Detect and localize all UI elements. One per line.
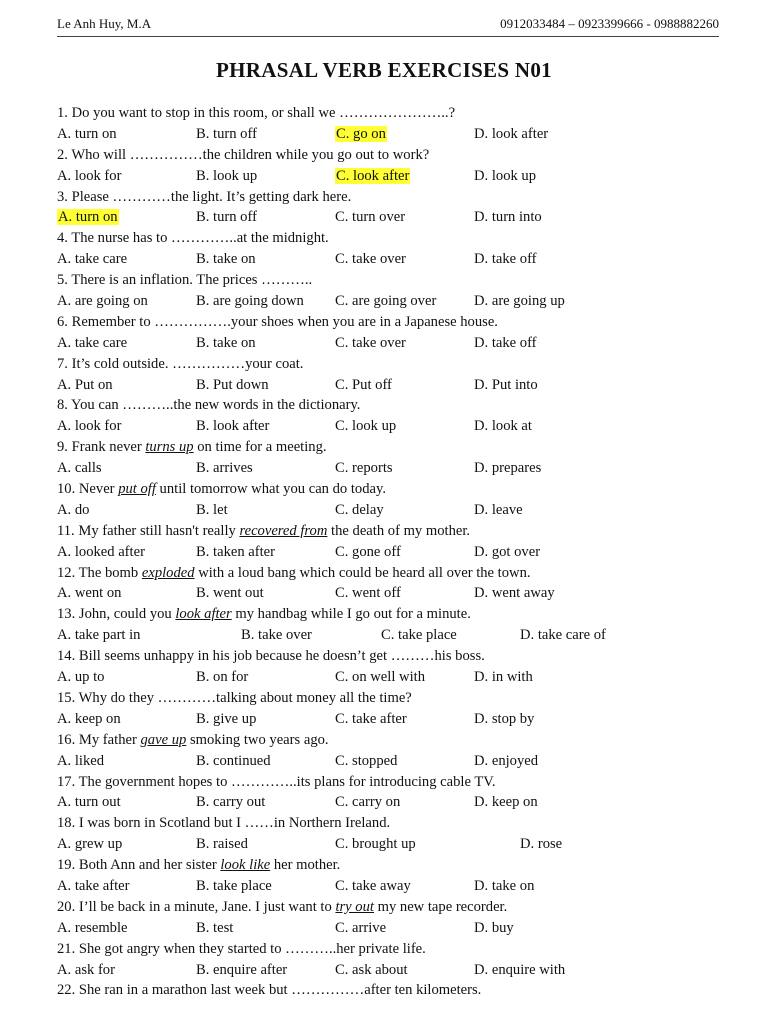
option-text: B. went out — [196, 585, 264, 602]
stem-text: my handbag while I go out for a minute. — [231, 606, 471, 623]
option-text: A. turn on — [57, 125, 117, 142]
option-text: D. take off — [474, 334, 537, 351]
stem-text: 21. She got angry when they started to ………..her private life. — [57, 940, 426, 957]
option-text: D. enquire with — [474, 961, 566, 978]
option-b — [196, 792, 265, 813]
option-c — [335, 667, 425, 688]
option-b — [196, 876, 272, 897]
option-b — [196, 166, 257, 187]
question-stem — [57, 437, 747, 458]
option-d — [474, 166, 536, 187]
option-text: A. take care — [57, 334, 128, 351]
option-a — [57, 458, 102, 479]
option-text: C. take over — [335, 334, 406, 351]
option-c — [335, 207, 405, 228]
option-text: A. turn out — [57, 794, 121, 811]
option-b — [196, 583, 264, 604]
stem-text: 8. You can ………..the new words in the dictionary. — [57, 397, 361, 414]
option-text: C. on well with — [335, 669, 425, 686]
question-stem — [57, 312, 747, 333]
option-text: B. give up — [196, 710, 257, 727]
option-c — [335, 709, 407, 730]
option-text: B. raised — [196, 836, 248, 853]
stem-text: 20. I’ll be back in a minute, Jane. I just want to — [57, 898, 336, 915]
stem-text: 7. It’s cold outside. ……………your coat. — [57, 355, 304, 372]
author-name: Le Anh Huy, M.A — [57, 16, 152, 31]
question-stem — [57, 354, 747, 375]
option-text: B. take on — [196, 251, 256, 268]
stem-text: 12. The bomb — [57, 564, 142, 581]
option-text: D. are going up — [474, 293, 565, 310]
option-text: A. resemble — [57, 919, 128, 936]
option-c — [335, 291, 436, 312]
options-row — [57, 249, 747, 270]
underlined-phrase: recovered from — [239, 522, 328, 539]
option-c — [335, 583, 401, 604]
option-text: A. went on — [57, 585, 122, 602]
options-row — [57, 918, 747, 939]
options-row — [57, 124, 747, 145]
option-a — [57, 709, 121, 730]
option-text: B. on for — [196, 669, 249, 686]
option-d — [474, 709, 534, 730]
option-d — [474, 667, 533, 688]
option-text: A. calls — [57, 460, 102, 477]
option-text: B. test — [196, 919, 234, 936]
option-c — [335, 918, 386, 939]
stem-text: my new tape recorder. — [373, 898, 508, 915]
question-stem — [57, 563, 747, 584]
option-b — [196, 751, 271, 772]
option-d — [474, 500, 523, 521]
option-d — [474, 583, 555, 604]
option-text: A. keep on — [57, 710, 121, 727]
option-d — [474, 416, 532, 437]
option-text: A. looked after — [57, 543, 145, 560]
option-d — [474, 918, 514, 939]
stem-text: her mother. — [270, 857, 341, 874]
option-text: D. rose — [520, 836, 563, 853]
stem-text: 14. Bill seems unhappy in his job because he doesn’t get ………his boss. — [57, 648, 485, 665]
option-b — [196, 709, 256, 730]
question-stem — [57, 521, 747, 542]
option-c — [335, 166, 410, 187]
question-stem — [57, 646, 747, 667]
option-text: D. Put into — [474, 376, 538, 393]
options-row — [57, 542, 747, 563]
option-text: C. take away — [335, 877, 411, 894]
question-stem — [57, 980, 747, 1001]
option-c — [335, 124, 387, 145]
option-text: D. enjoyed — [474, 752, 539, 769]
option-text: D. look up — [474, 167, 537, 184]
stem-text: smoking two years ago. — [186, 731, 329, 748]
option-text: B. take over — [241, 627, 312, 644]
option-text: C. brought up — [335, 836, 416, 853]
option-c — [335, 960, 408, 981]
option-text: D. take off — [474, 251, 537, 268]
question-stem — [57, 270, 747, 291]
option-b — [241, 625, 312, 646]
option-text: D. turn into — [474, 209, 542, 226]
stem-text: 6. Remember to …………….your shoes when you are in a Japanese house. — [57, 313, 498, 330]
options-row — [57, 458, 747, 479]
highlighted-answer: A. turn on — [58, 209, 118, 226]
option-a — [57, 333, 127, 354]
option-c — [335, 751, 397, 772]
options-row — [57, 625, 747, 646]
option-b — [196, 207, 257, 228]
stem-text: 5. There is an inflation. The prices ……….. — [57, 272, 313, 289]
options-row — [57, 207, 747, 228]
option-b — [196, 375, 269, 396]
option-c — [335, 416, 396, 437]
option-text: D. look after — [474, 125, 549, 142]
option-b — [196, 124, 257, 145]
option-text: B. look after — [196, 418, 270, 435]
stem-text: 19. Both Ann and her sister — [57, 857, 221, 874]
stem-text: 22. She ran in a marathon last week but ……………after ten kilometers. — [57, 982, 482, 999]
option-a — [57, 375, 113, 396]
stem-text: 4. The nurse has to …………..at the midnight. — [57, 230, 329, 247]
option-b — [196, 834, 248, 855]
option-c — [335, 375, 392, 396]
option-text: B. arrives — [196, 460, 253, 477]
option-d — [520, 625, 606, 646]
option-d — [474, 960, 565, 981]
option-text: B. Put down — [196, 376, 269, 393]
option-b — [196, 458, 253, 479]
options-row — [57, 375, 747, 396]
option-text: D. stop by — [474, 710, 535, 727]
question-stem — [57, 479, 747, 500]
question-stem — [57, 939, 747, 960]
option-text: B. carry out — [196, 794, 266, 811]
option-c — [381, 625, 457, 646]
option-c — [335, 792, 400, 813]
option-text: C. delay — [335, 501, 384, 518]
option-a — [57, 124, 117, 145]
option-text: B. look up — [196, 167, 258, 184]
option-text: C. turn over — [335, 209, 406, 226]
question-stem — [57, 604, 747, 625]
option-text: A. grew up — [57, 836, 123, 853]
options-row — [57, 291, 747, 312]
option-c — [335, 333, 406, 354]
stem-text: 17. The government hopes to …………..its plans for introducing cable TV. — [57, 773, 496, 790]
question-stem — [57, 103, 747, 124]
page-title: PHRASAL VERB EXERCISES N01 — [216, 58, 552, 82]
option-a — [57, 583, 121, 604]
option-a — [57, 500, 89, 521]
option-a — [57, 542, 145, 563]
option-text: A. Put on — [57, 376, 113, 393]
option-b — [196, 291, 304, 312]
underlined-phrase: try out — [335, 898, 374, 915]
underlined-phrase: look after — [175, 606, 232, 623]
options-row — [57, 333, 747, 354]
option-text: D. look at — [474, 418, 532, 435]
phone-numbers: 0912033484 – 0923399666 - 0988882260 — [500, 16, 719, 31]
option-a — [57, 625, 140, 646]
option-d — [474, 751, 538, 772]
option-text: A. take care — [57, 251, 128, 268]
options-row — [57, 709, 747, 730]
option-text: D. went away — [474, 585, 555, 602]
option-a — [57, 291, 148, 312]
stem-text: 15. Why do they …………talking about money all the time? — [57, 689, 412, 706]
option-c — [335, 834, 416, 855]
option-text: D. in with — [474, 669, 533, 686]
question-stem — [57, 228, 747, 249]
option-text: C. carry on — [335, 794, 401, 811]
option-d — [474, 458, 541, 479]
option-c — [335, 249, 406, 270]
stem-text: on time for a meeting. — [193, 439, 327, 456]
option-c — [335, 500, 384, 521]
question-stem — [57, 897, 747, 918]
option-a — [57, 960, 115, 981]
option-text: A. up to — [57, 669, 105, 686]
underlined-phrase: exploded — [141, 564, 195, 581]
question-stem — [57, 187, 747, 208]
question-stem — [57, 145, 747, 166]
option-text: C. went off — [335, 585, 401, 602]
option-b — [196, 667, 248, 688]
question-stem — [57, 855, 747, 876]
option-text: D. take care of — [520, 627, 606, 644]
option-a — [57, 166, 121, 187]
question-stem — [57, 730, 747, 751]
option-text: D. buy — [474, 919, 514, 936]
options-row — [57, 500, 747, 521]
option-a — [57, 792, 121, 813]
question-stem — [57, 772, 747, 793]
option-text: B. taken after — [196, 543, 276, 560]
option-d — [474, 207, 542, 228]
question-stem — [57, 813, 747, 834]
option-text: A. do — [57, 501, 90, 518]
option-text: A. look for — [57, 167, 122, 184]
option-text: C. arrive — [335, 919, 387, 936]
option-text: B. turn off — [196, 209, 257, 226]
option-a — [57, 751, 104, 772]
highlighted-answer: C. look after — [336, 167, 410, 184]
option-text: B. let — [196, 501, 228, 518]
option-text: B. continued — [196, 752, 271, 769]
option-a — [57, 876, 130, 897]
stem-text: 13. John, could you — [57, 606, 176, 623]
option-text: B. turn off — [196, 125, 257, 142]
option-b — [196, 918, 233, 939]
option-a — [57, 834, 122, 855]
underlined-phrase: put off — [118, 481, 156, 498]
stem-text: 2. Who will ……………the children while you go out to work? — [57, 146, 430, 163]
option-text: D. keep on — [474, 794, 538, 811]
option-text: C. look up — [335, 418, 397, 435]
options-row — [57, 960, 747, 981]
option-d — [474, 124, 548, 145]
option-c — [335, 542, 401, 563]
options-row — [57, 166, 747, 187]
stem-text: 9. Frank never — [57, 439, 146, 456]
stem-text: 3. Please …………the light. It’s getting dark here. — [57, 188, 352, 205]
option-text: A. liked — [57, 752, 105, 769]
option-a — [57, 667, 104, 688]
option-text: C. are going over — [335, 293, 437, 310]
option-text: C. take place — [381, 627, 457, 644]
option-b — [196, 333, 256, 354]
stem-text: 11. My father still hasn't really — [57, 522, 240, 539]
option-d — [474, 375, 538, 396]
option-b — [196, 416, 269, 437]
option-text: A. look for — [57, 418, 122, 435]
option-text: D. take on — [474, 877, 535, 894]
option-d — [474, 792, 538, 813]
option-a — [57, 249, 127, 270]
stem-text: with a loud bang which could be heard all over the town. — [194, 564, 531, 581]
options-row — [57, 834, 747, 855]
stem-text: 16. My father — [57, 731, 141, 748]
option-text: D. leave — [474, 501, 523, 518]
option-text: B. enquire after — [196, 961, 288, 978]
option-d — [520, 834, 562, 855]
options-row — [57, 416, 747, 437]
option-a — [57, 416, 121, 437]
options-row — [57, 667, 747, 688]
underlined-phrase: turns up — [145, 439, 194, 456]
underlined-phrase: look like — [220, 857, 271, 874]
option-text: C. take over — [335, 251, 406, 268]
option-d — [474, 249, 537, 270]
options-row — [57, 583, 747, 604]
option-b — [196, 249, 256, 270]
option-d — [474, 542, 540, 563]
question-stem — [57, 395, 747, 416]
stem-text: 18. I was born in Scotland but I ……in Northern Ireland. — [57, 815, 391, 832]
option-a — [57, 918, 128, 939]
option-d — [474, 333, 537, 354]
stem-text: the death of my mother. — [327, 522, 471, 539]
stem-text: until tomorrow what you can do today. — [155, 481, 386, 498]
option-c — [335, 876, 411, 897]
options-row — [57, 876, 747, 897]
option-a — [57, 207, 119, 228]
stem-text: 1. Do you want to stop in this room, or shall we …………………..? — [57, 105, 456, 121]
option-text: D. got over — [474, 543, 541, 560]
option-text: B. take place — [196, 877, 272, 894]
option-b — [196, 500, 228, 521]
option-text: C. stopped — [335, 752, 398, 769]
option-text: D. prepares — [474, 460, 542, 477]
option-b — [196, 960, 287, 981]
option-text: C. gone off — [335, 543, 401, 560]
option-text: C. reports — [335, 460, 393, 477]
page-header — [57, 16, 719, 37]
option-text: C. Put off — [335, 376, 392, 393]
highlighted-answer: C. go on — [336, 125, 386, 142]
options-row — [57, 792, 747, 813]
underlined-phrase: gave up — [140, 731, 187, 748]
option-d — [474, 291, 565, 312]
option-text: A. are going on — [57, 293, 148, 310]
option-b — [196, 542, 275, 563]
option-text: B. are going down — [196, 293, 304, 310]
stem-text: 10. Never — [57, 481, 119, 498]
option-c — [335, 458, 393, 479]
option-text: A. ask for — [57, 961, 115, 978]
question-stem — [57, 688, 747, 709]
options-row — [57, 751, 747, 772]
option-d — [474, 876, 534, 897]
option-text: A. take after — [57, 877, 130, 894]
option-text: A. take part in — [57, 627, 141, 644]
option-text: C. take after — [335, 710, 407, 727]
option-text: C. ask about — [335, 961, 408, 978]
question-list — [57, 103, 747, 1001]
option-text: B. take on — [196, 334, 256, 351]
